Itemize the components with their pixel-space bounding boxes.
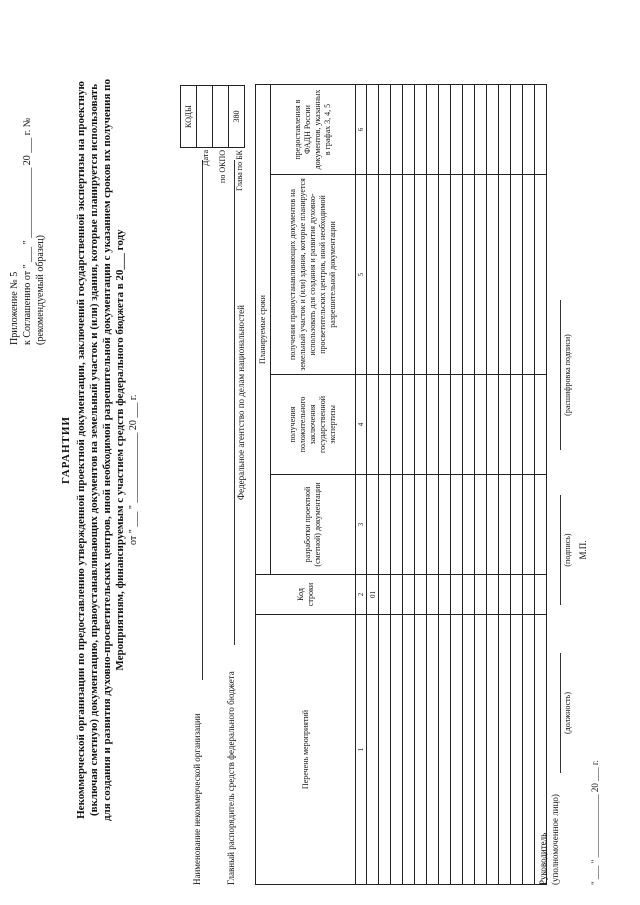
header-code: Код строки — [256, 575, 356, 615]
codes-bk-cell: 380 — [229, 86, 245, 148]
header-activities: Перечень мероприятий — [256, 615, 356, 885]
header-planned: Планируемые сроки — [256, 85, 271, 575]
position-line — [548, 653, 561, 773]
document-date: от " ___ " ______________ 20 ___ г. — [128, 394, 139, 545]
budget-value: Федеральное агентство по делам национальностей — [236, 305, 246, 500]
codes-date-label: Дата — [201, 150, 210, 166]
codes-header: КОДЫ — [181, 86, 197, 148]
col-num: 2 — [356, 575, 367, 615]
appendix-agreement: к Соглашению от " ___ " ______________ 20 ___ г. № — [22, 117, 33, 345]
seal-mark: М.П. — [578, 540, 588, 560]
table-row — [511, 85, 523, 885]
budget-label: Главный распорядитель средств федерального бюджета — [226, 671, 236, 885]
col-num: 6 — [356, 85, 367, 175]
header-positive: получения положительного заключения государственной экспертизы — [271, 375, 356, 475]
decode-line — [548, 300, 561, 450]
decode-caption: (расшифровка подписи) — [563, 334, 572, 416]
org-value-line — [190, 160, 203, 680]
table-row — [415, 85, 427, 885]
table-row — [391, 85, 403, 885]
table-row — [487, 85, 499, 885]
table-row — [463, 85, 475, 885]
signature-date: " ___ " ______________ 20 ___ г. — [590, 760, 600, 885]
table-row — [451, 85, 463, 885]
org-label: Наименование некоммерческой организации — [192, 713, 202, 885]
table-row — [403, 85, 415, 885]
table-row — [439, 85, 451, 885]
position-caption: (должность) — [563, 692, 572, 734]
document-title: ГАРАНТИИ — [60, 416, 72, 485]
col-num: 5 — [356, 175, 367, 375]
header-development: разработки проектной (сметной) документации — [271, 475, 356, 575]
codes-okpo-cell — [213, 86, 229, 148]
row-code: 01 — [367, 575, 379, 615]
table-row — [379, 85, 391, 885]
appendix-block — [8, 85, 47, 345]
guarantees-table — [255, 85, 547, 885]
col-num: 4 — [356, 375, 367, 475]
column-numbers-row — [356, 85, 367, 885]
table-row — [367, 85, 379, 885]
col-num: 3 — [356, 475, 367, 575]
table-row — [475, 85, 487, 885]
table-row — [535, 85, 547, 885]
signature-head-label: Руководитель — [538, 832, 548, 885]
signature-caption: (подпись) — [563, 533, 572, 567]
codes-okpo-label: по ОКПО — [218, 150, 227, 183]
header-submission: предоставления в ФАДН России документов, указанных в графах 3, 4, 5 — [271, 85, 356, 175]
codes-date-cell — [197, 86, 213, 148]
budget-value-line — [222, 160, 235, 645]
header-rights: получения правоустанавливающих документов на земельный участок и (или) здания, которые планируется использовать для создания и развития духовно-просветительских центров, иной необходимой разрешительной документации — [271, 175, 356, 375]
appendix-number: Приложение № 5 — [9, 271, 20, 345]
codes-bk-label: Глава по БК — [235, 150, 244, 191]
col-num: 1 — [356, 615, 367, 885]
signature-line — [548, 495, 561, 605]
appendix-note: (рекомендуемый образец) — [35, 235, 46, 345]
table-row — [499, 85, 511, 885]
signature-authorized-label: (уполномоченное лицо) — [550, 794, 560, 885]
title-block — [60, 75, 127, 825]
table-row — [523, 85, 535, 885]
codes-box — [180, 85, 245, 191]
document-subtitle: Некоммерческой организации по предоставлению утвержденной проектной документации, заключений государственной экспертизы на проектную (включая сметную) документацию, правоустанавливающих документов на земельный участок и (или) здания, которые планируется использовать для создания и развития духовно-просветительских центров, иной необходимой разрешительной документации с указанием сроков их получения по Мероприятиям, финансируемым с участием средств федерального бюджета в 20___ году — [75, 78, 126, 822]
table-row — [427, 85, 439, 885]
